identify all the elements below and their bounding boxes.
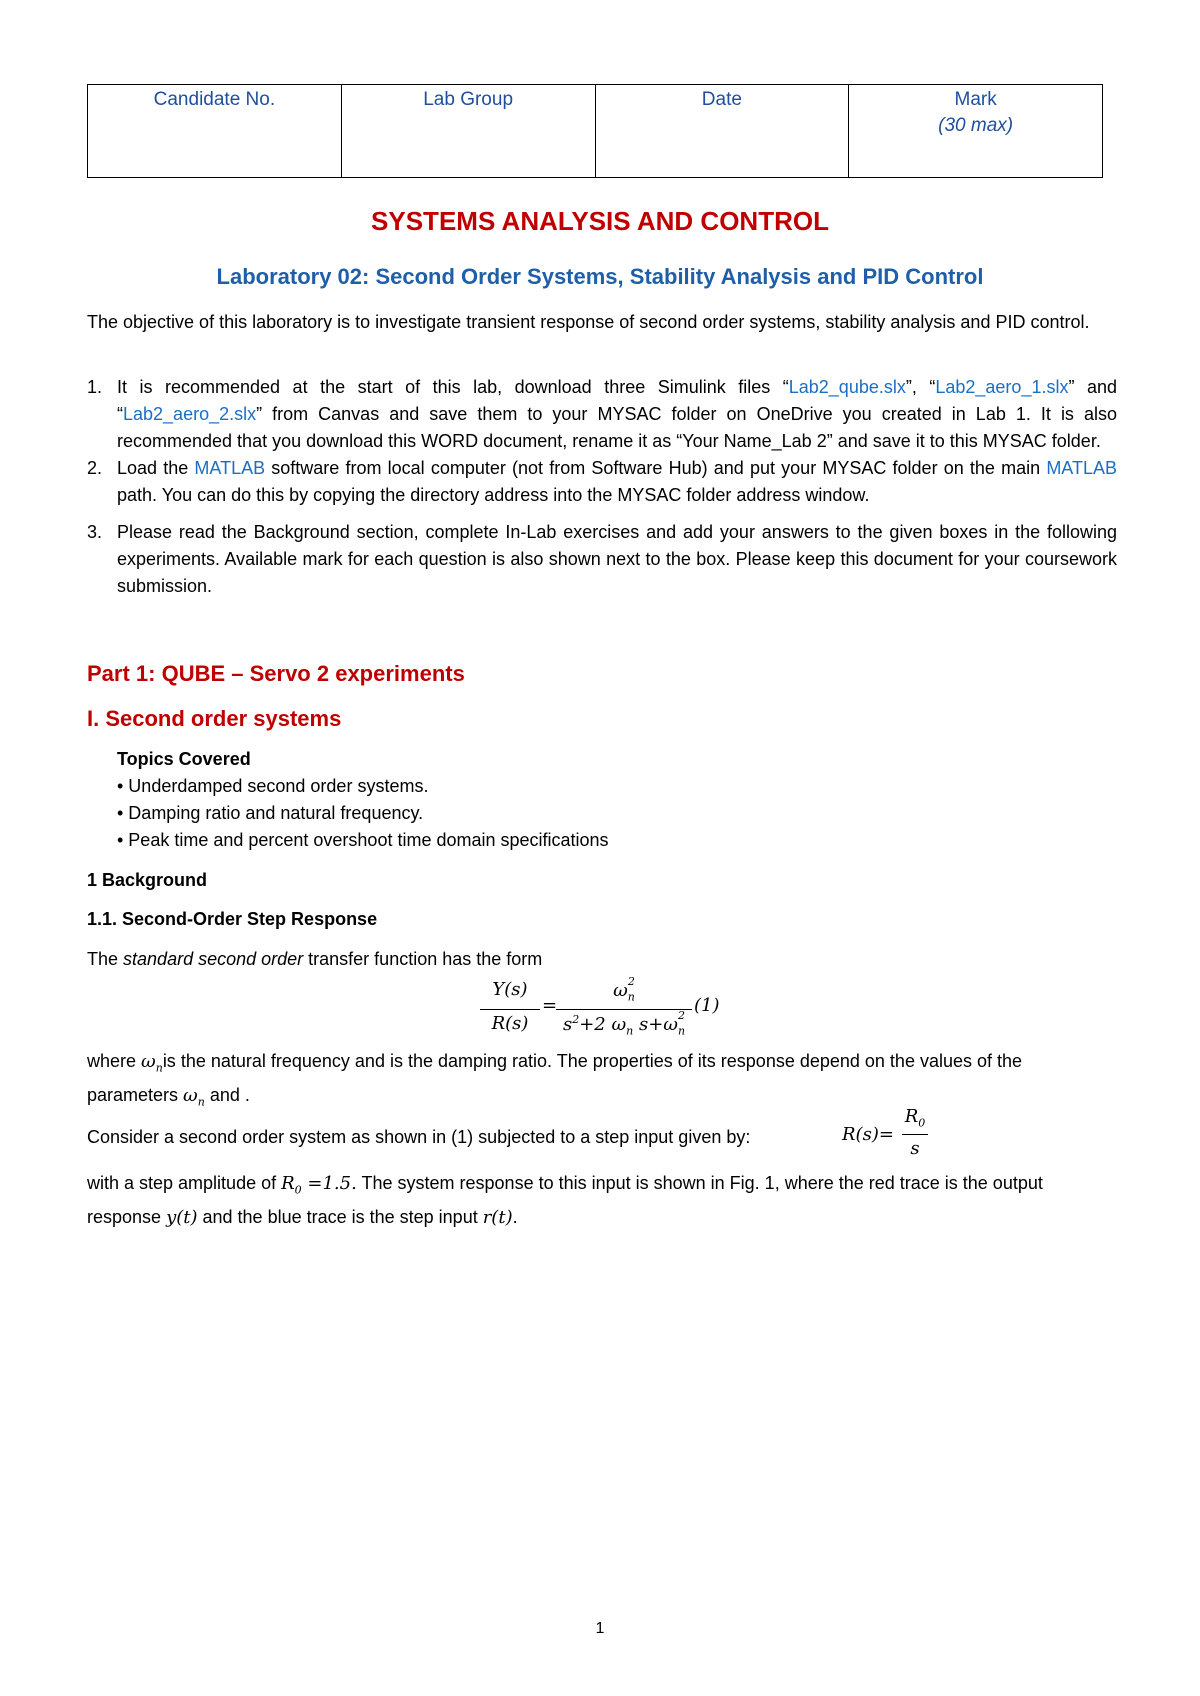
- eq-lhs-numerator: Y(s): [492, 979, 528, 1000]
- eq-label: (1): [694, 995, 720, 1016]
- eq-rhs-fraction-bar: [556, 1009, 692, 1010]
- part-heading: Part 1: QUBE – Servo 2 experiments: [87, 661, 465, 686]
- file-link-lab2-qube[interactable]: Lab2_qube.slx: [788, 377, 906, 397]
- file-link-lab2-aero-1[interactable]: Lab2_aero_1.slx: [935, 377, 1069, 397]
- matlab-term: MATLAB: [194, 458, 266, 478]
- topics-covered: [117, 746, 609, 854]
- matlab-term: MATLAB: [1046, 458, 1117, 478]
- topic-item: • Underdamped second order systems.: [117, 776, 429, 796]
- mark-max-label: (30 max): [938, 115, 1014, 136]
- document-title: SYSTEMS ANALYSIS AND CONTROL: [371, 206, 829, 236]
- instruction-number: 1.: [87, 377, 103, 397]
- candidate-info-table: [87, 84, 1103, 178]
- instruction-number: 3.: [87, 522, 103, 542]
- lab-group-label: Lab Group: [423, 89, 514, 110]
- eq-rhs-numerator: $\omega_n^2$: [613, 975, 635, 1004]
- instruction-list: [87, 374, 1117, 600]
- objective-paragraph: The objective of this laboratory is to investigate transient response of second order systems, stability analysis and PID control.: [87, 312, 1090, 332]
- page-number: 1: [595, 1620, 605, 1637]
- section-heading: I. Second order systems: [87, 706, 342, 731]
- subsection-heading: 1.1. Second-Order Step Response: [87, 909, 378, 929]
- date-label: Date: [701, 89, 742, 110]
- standard-form-paragraph: The standard second order transfer function has the form: [87, 949, 543, 969]
- lab-group-cell[interactable]: [341, 85, 595, 178]
- instruction-item-1: 1. It is recommended at the start of this lab, download three Simulink files “Lab2_qube.slx”, “Lab2_aero_1.slx” and “Lab2_aero_2.slx” from Canvas and save them to your MYSAC folder on OneDrive you created in Lab 1. It is also recommended that you download this WORD document, rename it as “Your Name_Lab 2” and save it to this MYSAC folder.: [87, 374, 1117, 455]
- step-input-lhs: R(s)=: [842, 1124, 894, 1145]
- transfer-function-equation: [480, 975, 740, 1051]
- instruction-number: 2.: [87, 458, 103, 478]
- topic-item: • Peak time and percent overshoot time domain specifications: [117, 830, 609, 850]
- step-input-numerator: $R_0$: [904, 1106, 926, 1130]
- step-response-paragraph: with a step amplitude of $R_0 =1.5$. The system response to this input is shown in Fig. 1, where the red trace is the output response y(t) and the blue trace is the step input r(t).: [87, 1173, 1043, 1228]
- eq-equals: =: [542, 995, 558, 1016]
- eq-rhs-denominator: $s^2+2$ $\omega_n$ $s+\omega_n^2$: [562, 1009, 686, 1038]
- consider-paragraph: Consider a second order system as shown in (1) subjected to a step input given by:: [87, 1127, 751, 1147]
- eq-lhs-denominator: R(s): [491, 1013, 529, 1034]
- document-subtitle: Laboratory 02: Second Order Systems, Stability Analysis and PID Control: [216, 264, 984, 289]
- instruction-item-2: 2. Load the MATLAB software from local computer (not from Software Hub) and put your MYSAC folder on the main MATLAB path. You can do this by copying the directory address into the MYSAC folder address window.: [87, 455, 1117, 509]
- file-link-lab2-aero-2[interactable]: Lab2_aero_2.slx: [123, 404, 257, 424]
- mark-label: Mark: [954, 89, 997, 110]
- candidate-no-cell[interactable]: [88, 85, 342, 178]
- step-input-denominator: s: [910, 1138, 920, 1159]
- topics-heading: Topics Covered: [117, 749, 251, 769]
- mark-cell[interactable]: [849, 85, 1103, 178]
- step-input-equation: [842, 1108, 932, 1168]
- background-heading: 1 Background: [87, 870, 208, 890]
- date-cell[interactable]: [595, 85, 849, 178]
- where-paragraph: where $\omega_nis$ the natural frequency and is the damping ratio. The properties of its response depend on the values of the parameters $\omega_n$ and .: [87, 1051, 1023, 1109]
- step-input-fraction-bar: [902, 1134, 928, 1135]
- instruction-item-3: 3. Please read the Background section, complete In-Lab exercises and add your answers to the given boxes in the following experiments. Available mark for each question is also shown next to the box. Please keep this document for your coursework submission.: [87, 519, 1117, 600]
- candidate-no-label: Candidate No.: [153, 89, 276, 110]
- eq-lhs-fraction-bar: [480, 1009, 540, 1010]
- topic-item: • Damping ratio and natural frequency.: [117, 803, 424, 823]
